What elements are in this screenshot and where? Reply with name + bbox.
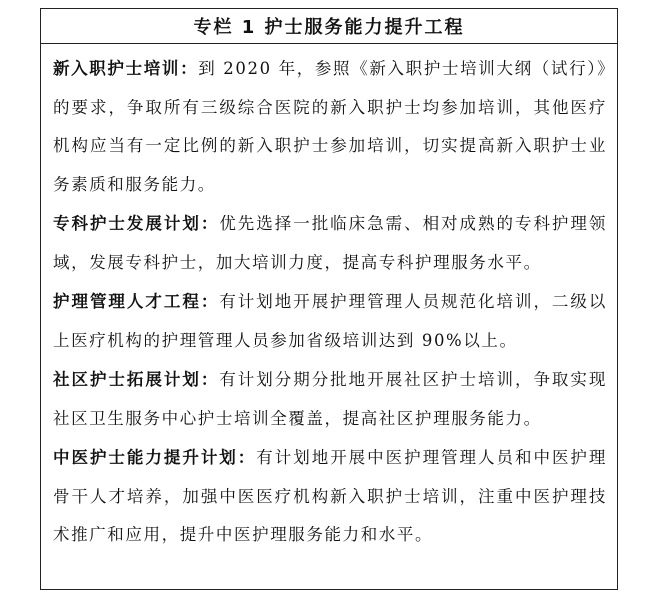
- item-heading: 社区护士拓展计划：: [53, 370, 220, 389]
- item-text: 优先选择一批临床急需、相对成熟的专科护理领域，发展专科护士，加大培训力度，提高专科护理服务水平。: [53, 214, 607, 272]
- box-title: 专栏 1 护士服务能力提升工程: [193, 17, 465, 38]
- item-heading: 护理管理人才工程：: [53, 292, 220, 311]
- item-tcm-nurse-plan: [53, 439, 607, 555]
- item-community-nurse-plan: [53, 361, 607, 438]
- item-heading: 中医护士能力提升计划：: [53, 448, 257, 467]
- item-new-nurse-training: [53, 50, 607, 204]
- program-box: [40, 8, 618, 590]
- item-heading: 专科护士发展计划：: [53, 214, 220, 233]
- title-row: [41, 9, 617, 44]
- item-heading: 新入职护士培训：: [53, 59, 199, 78]
- item-text: 到 2020 年，参照《新入职护士培训大纲（试行）》的要求，争取所有三级综合医院的新入职护士均参加培训，其他医疗机构应当有一定比例的新入职护士参加培训，切实提高新入职护士业务素质和服务能力。: [53, 59, 607, 194]
- item-nursing-management-talent: [53, 283, 607, 360]
- item-text: 有计划分期分批地开展社区护士培训，争取实现社区卫生服务中心护士培训全覆盖，提高社区护理服务能力。: [53, 370, 607, 428]
- box-content: [41, 44, 617, 555]
- item-text: 有计划地开展护理管理人员规范化培训，二级以上医疗机构的护理管理人员参加省级培训达到 90%以上。: [53, 292, 607, 350]
- item-text: 有计划地开展中医护理管理人员和中医护理骨干人才培养，加强中医医疗机构新入职护士培训，注重中医护理技术推广和应用，提升中医护理服务能力和水平。: [53, 448, 607, 544]
- item-specialist-nurse-plan: [53, 205, 607, 282]
